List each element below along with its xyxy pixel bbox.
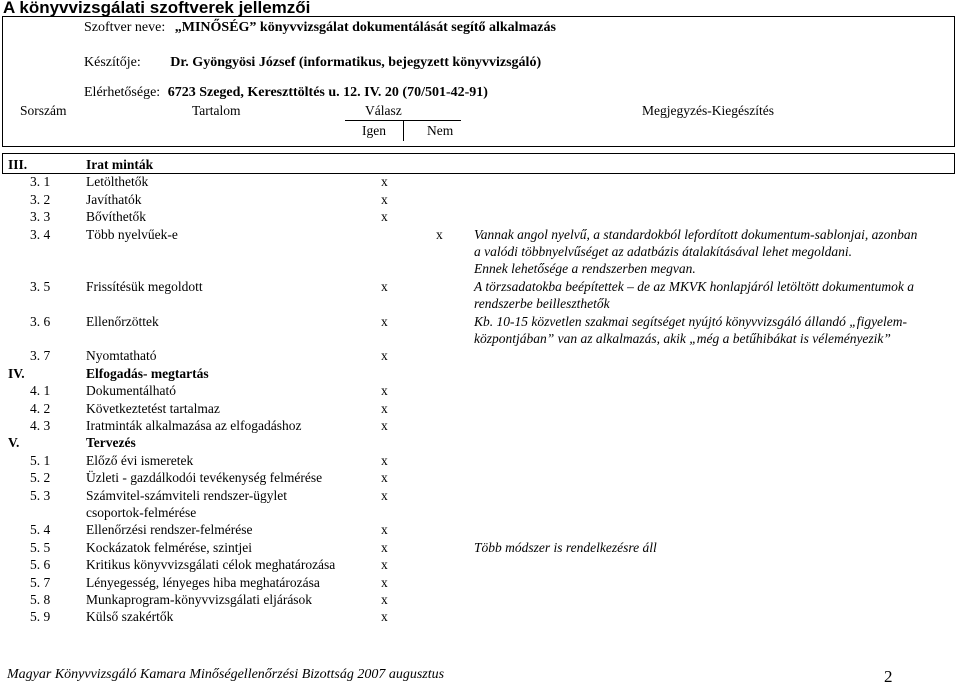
table-row [0, 575, 960, 592]
table-row [0, 609, 960, 626]
contact-value: 6723 Szeged, Kereszttöltés u. 12. IV. 20 (70/501-42-91) [167, 85, 488, 100]
table-row [0, 488, 960, 523]
row-number: 4. 3 [30, 418, 51, 433]
table-row [0, 401, 960, 418]
contact-label: Elérhetősége: [84, 85, 161, 100]
row-number: 5. 8 [30, 592, 51, 607]
table-row [0, 279, 960, 314]
table-row [0, 174, 960, 191]
table-row [0, 592, 960, 609]
row-number: 5. 5 [30, 539, 51, 555]
row-content: Előző évi ismeretek [86, 452, 194, 468]
row-number: 4. 1 [30, 383, 51, 399]
yes-mark: x [381, 191, 388, 207]
yes-mark: x [381, 418, 388, 433]
table-row [0, 209, 960, 226]
section-row [0, 157, 960, 174]
row-note: Ennek lehetősége a rendszerben megvan. [474, 261, 696, 277]
row-content: Letölthetők [86, 174, 149, 190]
row-content-continued: csoportok-felmérése [86, 504, 197, 520]
row-content: Ellenőrzöttek [86, 313, 159, 329]
row-note: Vannak angol nyelvű, a standardokból lefordított dokumentum-sablonjai, azonban [474, 226, 918, 242]
column-header-yes: Igen [362, 123, 386, 138]
row-content: Több nyelvűek-e [86, 226, 178, 242]
row-content: Iratminták alkalmazása az elfogadáshoz [86, 418, 302, 433]
yes-mark: x [381, 313, 388, 329]
row-note: A törzsadatokba beépítettek – de az MKVK honlapjáról letöltött dokumentumok a [474, 278, 914, 294]
table-row [0, 192, 960, 209]
row-note: központjában” van az alkalmazás, akik „még a betűhibákat is véleményezik” [474, 330, 891, 346]
row-content: Frissítésük megoldott [86, 278, 203, 294]
row-number: 5. 6 [30, 557, 51, 573]
row-content: Dokumentálható [86, 383, 176, 399]
yes-mark: x [381, 470, 388, 486]
column-header-answer: Válasz [365, 103, 402, 118]
row-note: Kb. 10-15 közvetlen szakmai segítséget nyújtó könyvvizsgáló állandó „figyelem- [474, 313, 908, 329]
section-row [0, 366, 960, 383]
row-note: a valódi többnyelvűséget az adatbázis átalakításával lehet megoldani. [474, 243, 852, 259]
row-number: 5. 1 [30, 452, 51, 468]
row-content: Következtetést tartalmaz [86, 400, 220, 416]
row-number: 4. 2 [30, 400, 51, 416]
row-number: 5. 2 [30, 470, 51, 486]
row-content: Számvitel-számviteli rendszer-ügylet [86, 487, 288, 503]
table-row [0, 557, 960, 574]
row-content: Bővíthetők [86, 209, 146, 225]
table-row [0, 470, 960, 487]
row-number: 5. 9 [30, 609, 51, 625]
page-title: A könyvvizsgálati szoftverek jellemzői [3, 0, 311, 17]
section-title: Tervezés [86, 435, 136, 451]
author-line [84, 55, 541, 71]
table-row [0, 227, 960, 279]
yes-mark: x [381, 522, 388, 538]
row-note: Több módszer is rendelkezésre áll [474, 539, 657, 555]
yes-mark: x [381, 539, 388, 555]
row-content: Ellenőrzési rendszer-felmérése [86, 522, 253, 538]
table-row [0, 522, 960, 539]
row-number: 3. 7 [30, 348, 51, 364]
row-content: Lényegesség, lényeges hiba meghatározása [86, 574, 320, 590]
yes-mark: x [381, 348, 388, 364]
software-name-value: „MINŐSÉG” könyvvizsgálat dokumentálását segítő alkalmazás [174, 20, 556, 35]
row-number: 5. 4 [30, 522, 51, 538]
row-number: 3. 3 [30, 209, 51, 225]
column-header-note: Megjegyzés-Kiegészítés [642, 103, 774, 118]
row-number: 3. 1 [30, 174, 51, 190]
row-number: 5. 7 [30, 574, 51, 590]
yes-mark: x [381, 278, 388, 294]
yes-mark: x [381, 574, 388, 590]
footer-text: Magyar Könyvvizsgáló Kamara Minőségellenőrzési Bizottság 2007 augusztus [7, 667, 445, 682]
row-content: Munkaprogram-könyvvizsgálati eljárások [86, 592, 313, 607]
section-title: Irat minták [86, 157, 154, 172]
section-number: III. [8, 157, 28, 172]
row-number: 3. 6 [30, 313, 51, 329]
column-header-no: Nem [427, 123, 454, 138]
table-row [0, 348, 960, 365]
yes-mark: x [381, 174, 388, 190]
row-content: Kritikus könyvvizsgálati célok meghatározása [86, 557, 336, 573]
page-number: 2 [884, 667, 893, 686]
row-number: 5. 3 [30, 487, 51, 503]
row-note: rendszerbe beilleszthetők [474, 296, 610, 312]
author-label: Készítője: [84, 55, 141, 70]
row-content: Üzleti - gazdálkodói tevékenység felmérése [86, 470, 323, 486]
section-title: Elfogadás- megtartás [86, 365, 209, 381]
column-header-content: Tartalom [192, 103, 241, 118]
software-name-line [84, 20, 556, 36]
yes-mark: x [381, 383, 388, 399]
table-row [0, 383, 960, 400]
yes-mark: x [381, 452, 388, 468]
yes-mark: x [381, 400, 388, 416]
yes-mark: x [381, 557, 388, 573]
section-number: V. [8, 435, 20, 451]
yes-mark: x [381, 209, 388, 225]
column-header-number: Sorszám [20, 103, 67, 118]
contact-line [84, 85, 488, 101]
table-row [0, 418, 960, 435]
no-mark: x [436, 226, 443, 242]
row-number: 3. 2 [30, 191, 51, 207]
row-number: 3. 4 [30, 226, 51, 242]
row-content: Külső szakértők [86, 609, 174, 625]
section-row [0, 435, 960, 452]
section-number: IV. [8, 365, 25, 381]
row-content: Javíthatók [86, 191, 142, 207]
table-row [0, 453, 960, 470]
yes-no-divider-line [403, 120, 404, 141]
software-name-label: Szoftver neve: [84, 20, 166, 35]
yes-mark: x [381, 592, 388, 607]
yes-mark: x [381, 609, 388, 625]
row-content: Kockázatok felmérése, szintjei [86, 539, 253, 555]
yes-mark: x [381, 487, 388, 503]
table-row [0, 314, 960, 349]
author-value: Dr. Gyöngyösi József (informatikus, bejegyzett könyvvizsgáló) [170, 55, 542, 70]
row-number: 3. 5 [30, 278, 51, 294]
table-row [0, 540, 960, 557]
row-content: Nyomtatható [86, 348, 157, 364]
